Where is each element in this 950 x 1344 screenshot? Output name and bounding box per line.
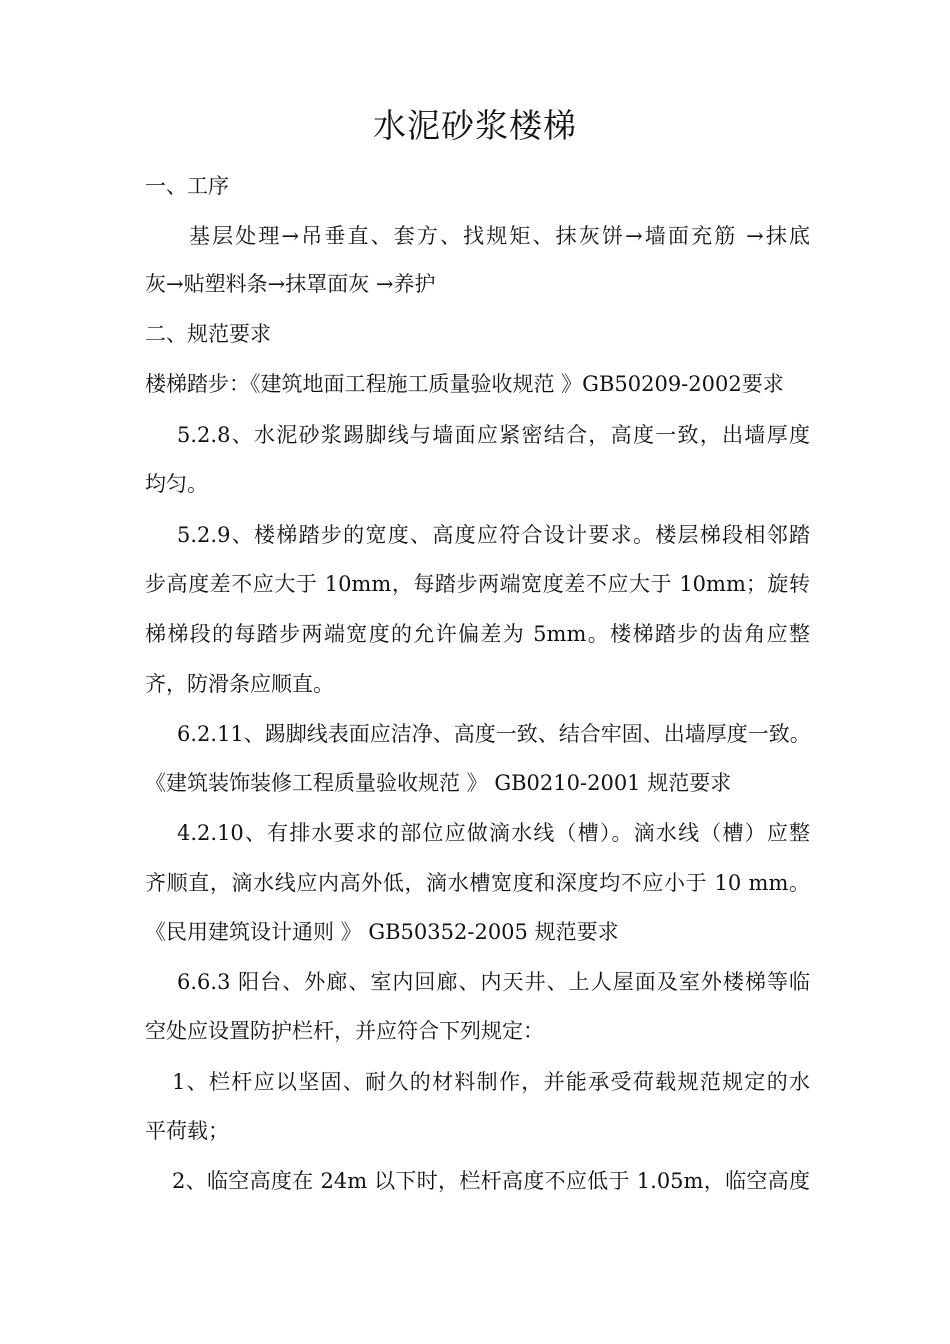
standard-reference: 《民用建筑设计通则 》 GB50352-2005 规范要求 (145, 920, 619, 944)
paragraph-line: 灰→贴塑料条→抹罩面灰 →养护 (145, 272, 436, 296)
clause-line: 空处应设置防护栏杆，并应符合下列规定： (145, 1019, 544, 1043)
standard-reference: 楼梯踏步：《建筑地面工程施工质量验收规范 》GB50209-2002要求 (145, 372, 784, 396)
clause-line: 5.2.9、楼梯踏步的宽度、高度应符合设计要求。楼层梯段相邻踏 (177, 523, 810, 547)
clause-line: 5.2.8、水泥砂浆踢脚线与墙面应紧密结合，高度一致，出墙厚度 (177, 423, 810, 447)
clause-line: 均匀。 (145, 472, 208, 496)
paragraph-line: 基层处理→吊垂直、套方、找规矩、抹灰饼→墙面充筋 →抹底 (189, 224, 810, 248)
clause-line: 梯梯段的每踏步两端宽度的允许偏差为 5mm。楼梯踏步的齿角应整 (145, 622, 810, 646)
standard-reference: 《建筑装饰装修工程质量验收规范 》 GB0210-2001 规范要求 (145, 771, 732, 795)
clause-line: 齐，防滑条应顺直。 (145, 672, 334, 696)
clause-line: 齐顺直，滴水线应内高外低，滴水槽宽度和深度均不应小于 10 mm。 (145, 871, 810, 895)
section-heading-standards: 二、规范要求 (145, 322, 271, 346)
clause-line: 6.6.3 阳台、外廊、室内回廊、内天井、上人屋面及室外楼梯等临 (177, 970, 810, 994)
list-item: 1、栏杆应以坚固、耐久的材料制作，并能承受荷载规范规定的水 (172, 1070, 810, 1094)
clause-line: 步高度差不应大于 10mm，每踏步两端宽度差不应大于 10mm；旋转 (145, 572, 810, 596)
clause-line: 6.2.11、踢脚线表面应洁净、高度一致、结合牢固、出墙厚度一致。 (177, 722, 811, 746)
clause-line: 4.2.10、有排水要求的部位应做滴水线（槽）。滴水线（槽）应整 (177, 821, 810, 845)
list-item: 2、临空高度在 24m 以下时，栏杆高度不应低于 1.05m，临空高度 (172, 1169, 810, 1193)
list-item: 平荷载； (145, 1119, 229, 1143)
section-heading-process: 一、工序 (145, 174, 229, 198)
document-title: 水泥砂浆楼梯 (373, 106, 577, 145)
